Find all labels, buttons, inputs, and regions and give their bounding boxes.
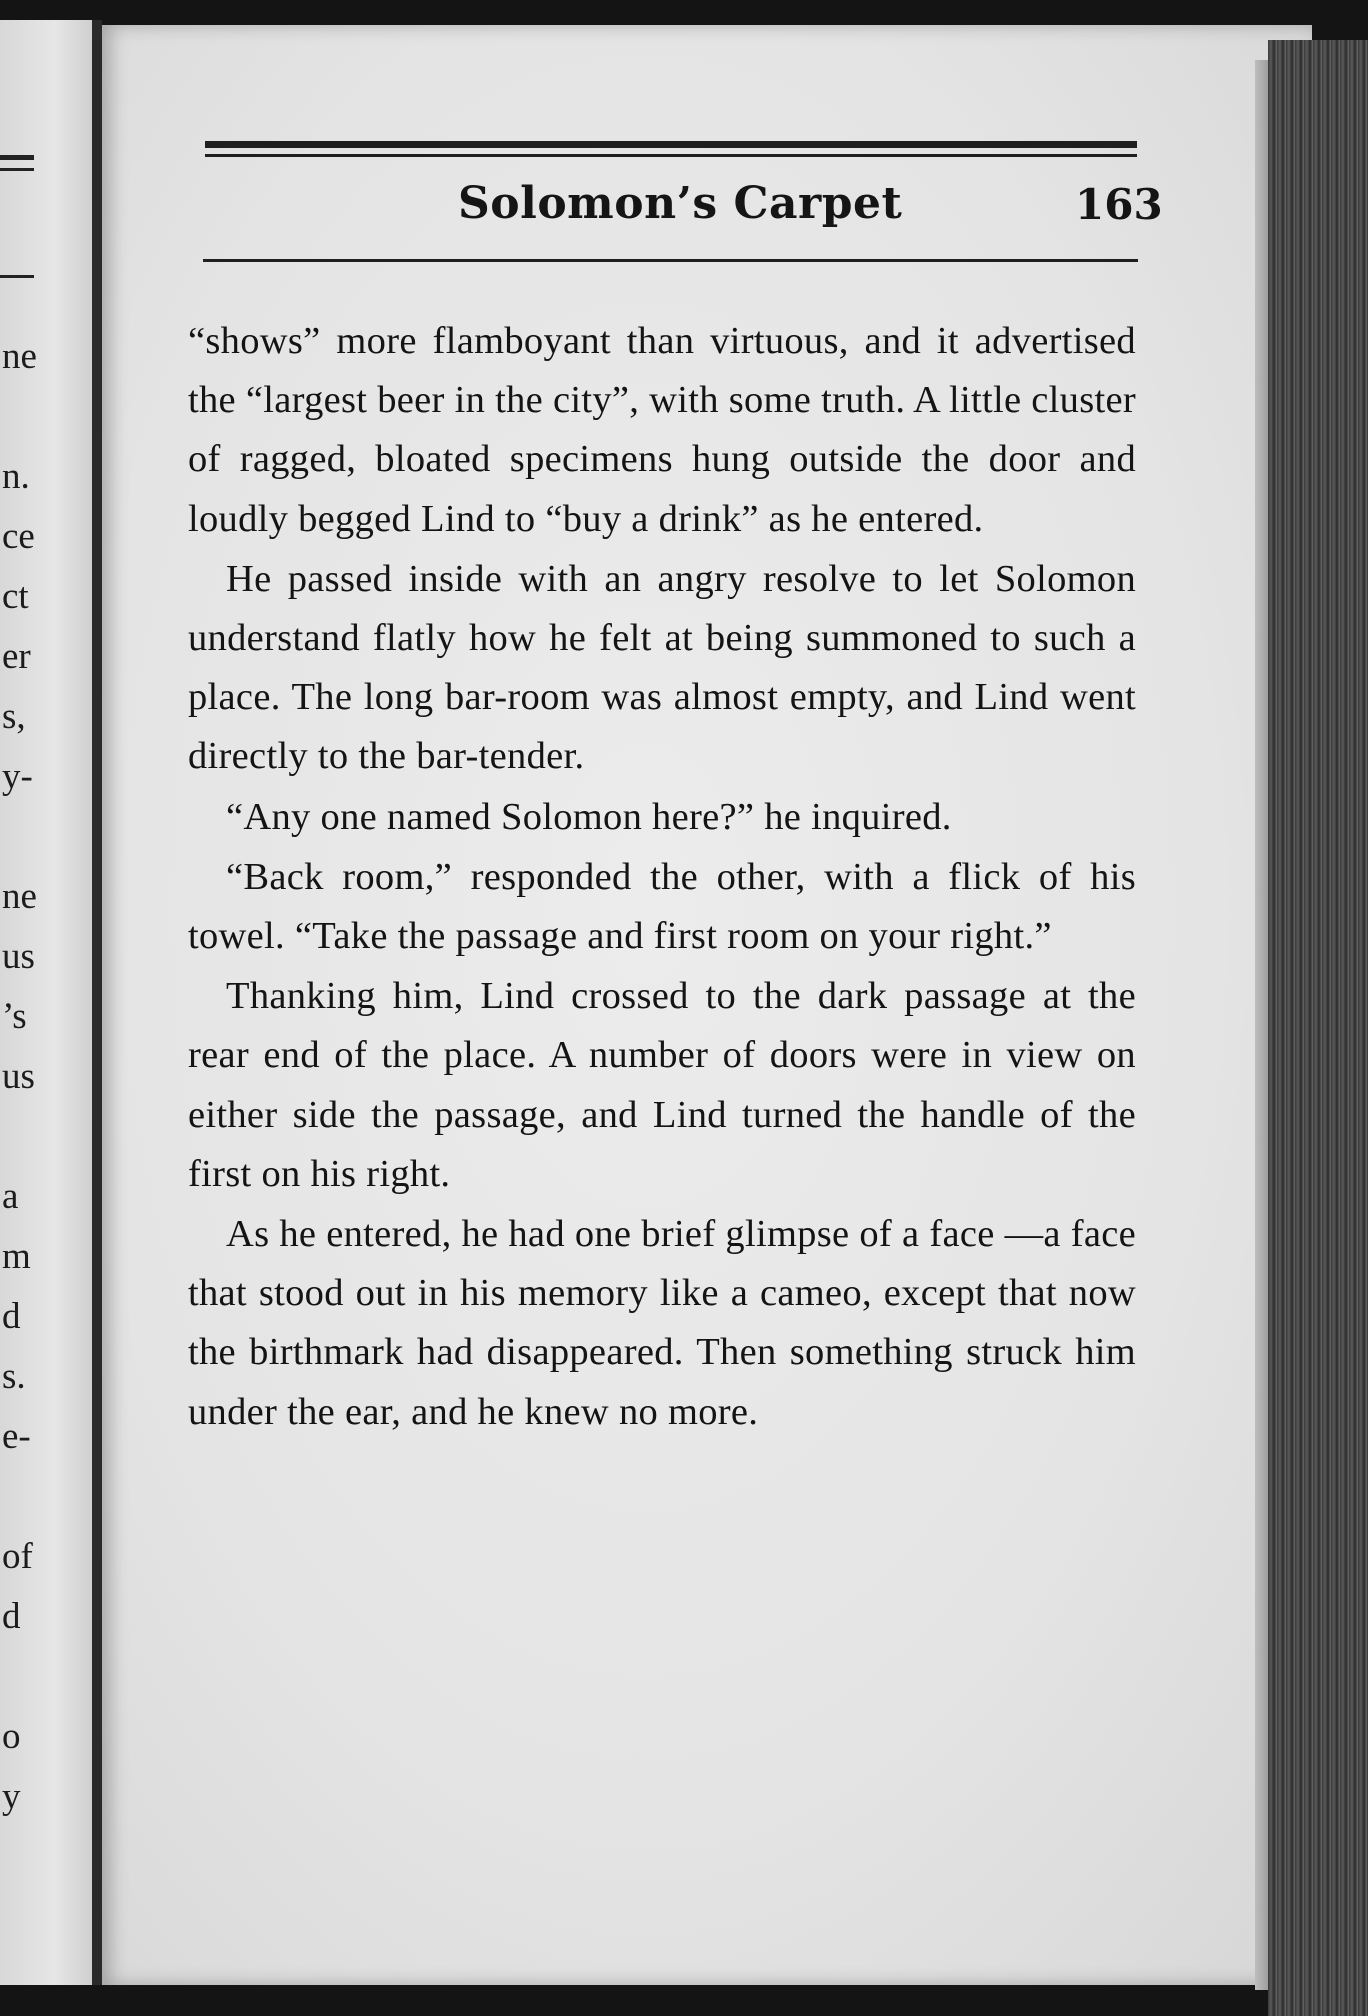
left-page-fragment: d [2, 1596, 21, 1637]
left-page-fragment: ne [2, 876, 37, 917]
header-rule-thin [205, 154, 1137, 157]
left-page-fragment: ce [2, 516, 35, 557]
body-text [188, 312, 1136, 1443]
header-rule-bottom [203, 259, 1138, 262]
left-page-rule [0, 155, 34, 160]
paragraph: He passed inside with an angry resolve to let Solomon understand flatly how he felt at being summoned to such a place. The long bar-room was almost empty, and Lind went directly to the bar-tender. [188, 557, 1136, 778]
left-page-fragment: m [2, 1236, 31, 1277]
left-page-fragment: n. [2, 456, 30, 497]
page-edges [1268, 40, 1368, 2016]
left-facing-page [0, 20, 102, 1985]
left-page-fragment: ct [2, 576, 29, 617]
left-page-fragment: o [2, 1716, 21, 1757]
left-page-fragment: a [2, 1176, 19, 1217]
paragraph: “Back room,” responded the other, with a flick of his towel. “Take the passage and first room on your right.” [188, 855, 1136, 958]
left-page-fragment: d [2, 1296, 21, 1337]
left-page-fragment: us [2, 936, 35, 977]
left-page-fragment: e- [2, 1416, 31, 1457]
left-page-fragment: s. [2, 1356, 26, 1397]
left-page-fragment: y- [2, 756, 33, 797]
paragraph: As he entered, he had one brief glimpse of a face —a face that stood out in his memory like a cameo, except that now the birthmark had disappeared. Then something struck him under the ear, and he knew no more. [188, 1213, 1136, 1433]
left-page-rule [0, 168, 34, 171]
paragraph: Thanking him, Lind crossed to the dark passage at the rear end of the place. A number of doors were in view on either side the passage, and Lind turned the handle of the first on his right. [188, 975, 1136, 1195]
left-page-fragment: y [2, 1776, 21, 1817]
left-page-fragment: s, [2, 696, 26, 737]
left-page-fragment: ’s [2, 996, 27, 1037]
paragraph: “shows” more flamboyant than virtuous, and it advertised the “largest beer in the city”, with some truth. A little cluster of ragged, bloated specimens hung outside the door and loudly begged Lind to “buy a drink” as he entered. [188, 320, 1136, 540]
left-page-fragment: us [2, 1056, 35, 1097]
paragraph: “Any one named Solomon here?” he inquired. [226, 795, 952, 838]
left-page-rule [0, 275, 34, 278]
left-page-fragment: er [2, 636, 31, 677]
left-page-fragment: ne [2, 336, 37, 377]
running-head: Solomon’s Carpet [458, 178, 903, 229]
page-number: 163 [1075, 180, 1163, 229]
header-rule-thick [205, 141, 1137, 148]
left-page-fragment: of [2, 1536, 33, 1577]
